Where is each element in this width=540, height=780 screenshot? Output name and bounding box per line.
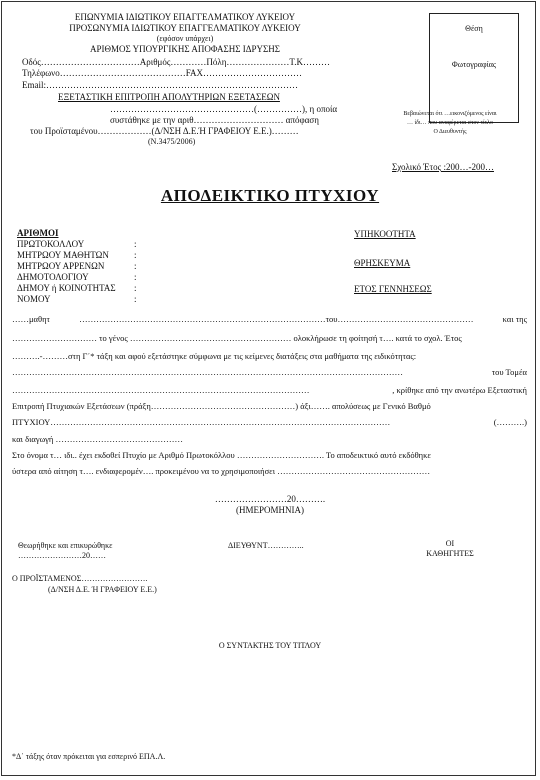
body-line-9: Στο όνομα τ… ιδι.. έχει εκδοθεί Πτυχίο με Αριθμό Πρωτοκόλλου …………………………. Το αποδεικτικό αυτό εκδόθηκε [12, 450, 431, 460]
body-line-8: και διαγωγή ……………………………………… [12, 434, 183, 444]
religion-label: ΘΡΗΣΚΕΥΜΑ [354, 258, 411, 268]
body-line-7 [12, 417, 527, 428]
title-author: Ο ΣΥΝΤΑΚΤΗΣ ΤΟΥ ΤΙΤΛΟΥ [218, 641, 322, 650]
number-student-registry: ΜΗΤΡΩΟΥ ΜΑΘΗΤΩΝ [17, 250, 109, 260]
date-line: ……………………20………. [214, 494, 326, 504]
head-office: (Δ/ΝΣΗ Δ.Ε. Ή ΓΡΑΦΕΙΟΥ Ε.Ε.) [48, 585, 157, 594]
body-text: ………………………………………………………………………………………………………………………… [12, 367, 403, 377]
number-municipality: ΔΗΜΟΥ ή ΚΟΙΝΟΤΗΤΑΣ [17, 283, 116, 293]
photo-label-1: Θέση [465, 24, 483, 33]
body-line-1 [12, 314, 527, 325]
law-reference: (Ν.3475/2006) [148, 137, 196, 146]
founding-decision-line: ΑΡΙΘΜΟΣ ΥΠΟΥΡΓΙΚΗΣ ΑΠΟΦΑΣΗΣ ΙΔΡΥΣΗΣ [89, 44, 281, 54]
email-line: Email:………………………………………………………………………… [22, 80, 298, 90]
body-text: ……μαθητ [12, 314, 50, 324]
numbers-heading: ΑΡΙΘΜΟΙ [17, 228, 59, 238]
school-title-line: ΠΡΟΣΩΝΥΜΙΑ ΙΔΙΩΤΙΚΟΥ ΕΠΑΓΓΕΛΜΑΤΙΚΟΥ ΛΥΚΕΙΟΥ [69, 23, 301, 33]
footnote: *Δ΄ τάξης όταν πρόκειται για εσπερινό ΕΠΑ.Λ. [12, 752, 166, 761]
school-year: Σχολικό Έτος :200…-200… [392, 162, 494, 172]
if-exists-note: (εφόσον υπάρχει) [156, 34, 214, 43]
number-male-registry: ΜΗΤΡΩΟΥ ΑΡΡΕΝΩΝ [17, 261, 105, 271]
number-municipal-registry: ΔΗΜΟΤΟΛΟΓΙΟΥ [17, 272, 89, 282]
photo-label-2: Φωτογραφίας [451, 60, 497, 69]
body-line-6: Επιτροπή Πτυχιακών Εξετάσεων (πράξη……………………………………………) άξι……. απολύσεως με Γενικό Βαθμό [12, 401, 431, 411]
body-line-2: ………………………… το γένος ………………………………………………… ολοκλήρωσε τη φοίτησή τ…. κατά το σχολ. Έτος [12, 333, 462, 343]
certify-line-1: Βεβαιώνεται ότι …εικονιζόμενος είναι [403, 111, 497, 117]
body-text: ……………………………………………………………………………του………………………………………… [79, 314, 474, 324]
photo-placeholder [429, 13, 519, 123]
checked-label: Θεωρήθηκε και επικυρώθηκε [18, 541, 113, 550]
date-label: (ΗΜΕΡΟΜΗΝΙΑ) [236, 505, 304, 515]
colon: : [134, 250, 137, 260]
body-text: , κρίθηκε από την ανωτέρω Εξεταστική [392, 385, 527, 395]
body-line-10: ύστερα από αίτηση τ…. ενδιαφερομέν…. προκειμένου να το χρησιμοποιήσει ……………………………………………… [12, 466, 431, 476]
phone-fax-line: Τηλέφωνο……………………………………FAX…………………………… [22, 68, 303, 78]
body-line-4 [12, 367, 527, 378]
director-signature: ΔΙΕΥΘΥΝΤ………….. [228, 541, 304, 550]
body-text: …………………………………………………………………………………………… [12, 385, 310, 395]
body-text: (……….) [493, 417, 527, 427]
checked-date: ……………………20…… [18, 551, 106, 560]
citizenship-label: ΥΠΗΚΟΟΤΗΤΑ [354, 229, 416, 239]
teachers-label-2: ΚΑΘΗΓΗΤΕΣ [426, 549, 474, 558]
colon: : [134, 283, 137, 293]
document-title: ΑΠΟΔΕΙΚΤΙΚΟ ΠΤΥΧΙΟΥ [160, 186, 380, 205]
head-signature: Ο ΠΡΟΪΣΤΑΜΕΝΟΣ……………………. [12, 574, 148, 583]
body-text: του Τομέα [491, 367, 527, 377]
address-line: Οδός……………………………Αριθμός…………Πόλη…………………Τ.Κ……… [22, 57, 330, 67]
birth-year-label: ΕΤΟΣ ΓΕΝΝΗΣΕΩΣ [354, 284, 432, 294]
colon: : [134, 294, 137, 304]
body-text: και της [502, 314, 527, 324]
colon: : [134, 261, 137, 271]
colon: : [134, 272, 137, 282]
certify-line-2: … ίδι… που αναφέρεται στον τίτλο [407, 120, 493, 126]
teachers-label-1: ΟΙ [445, 539, 455, 548]
exam-committee-heading: ΕΞΕΤΑΣΤΙΚΗ ΕΠΙΤΡΟΠΗ ΑΠΟΛΥΤΗΡΙΩΝ ΕΞΕΤΑΣΕΩΝ [58, 92, 280, 102]
body-text: ΠΤΥΧΙΟΥ………………………………………………………………………………………………………… [12, 417, 391, 427]
number-protocol: ΠΡΩΤΟΚΟΛΛΟΥ [17, 239, 85, 249]
body-line-5 [12, 385, 527, 396]
school-name-line: ΕΠΩΝΥΜΙΑ ΙΔΙΩΤΙΚΟΥ ΕΠΑΓΓΕΛΜΑΤΙΚΟΥ ΛΥΚΕΙΟΥ [74, 12, 296, 22]
certify-line-3: Ο Διευθυντής [433, 129, 467, 135]
committee-line-4: του Προϊσταμένου………………(Δ/ΝΣΗ Δ.Ε.Ή ΓΡΑΦΕΙΟΥ Ε.Ε.)……… [30, 126, 299, 136]
body-line-3: ……….-………στη Γ΄* τάξη και αφού εξετάστηκε σύμφωνα με τις κείμενες διατάξεις στα μαθήματα της ειδικότητας: [12, 351, 417, 361]
committee-line-3: συστάθηκε με την αριθ………………………… απόφαση [110, 115, 319, 125]
committee-line-2: …………………………………………(……………), η οποία [110, 104, 338, 114]
number-prefecture: ΝΟΜΟΥ [17, 294, 51, 304]
colon: : [134, 239, 137, 249]
